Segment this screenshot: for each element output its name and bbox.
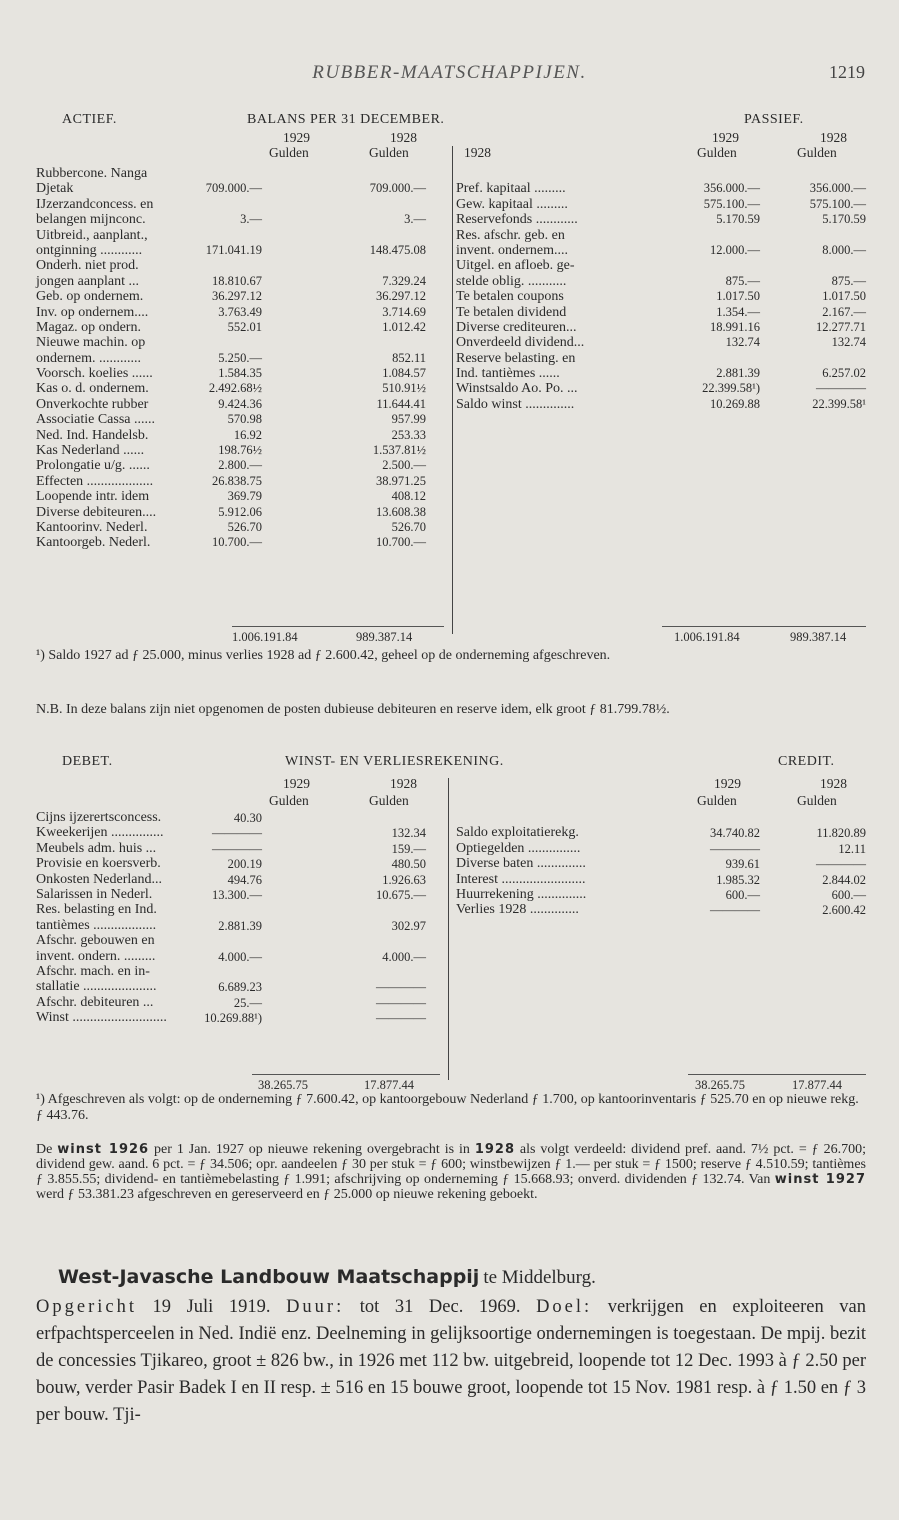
row-value: ———— [212,841,262,856]
row-value: 1.017.50 [716,289,760,304]
row-value: ———— [816,381,866,396]
row-value: 356.000.— [703,181,760,196]
row-label: Pref. kapitaal ......... [456,181,566,197]
row-value: 38.971.25 [376,473,426,488]
row-label: Afschr. mach. en in- [36,963,150,979]
row-value: 302.97 [391,918,426,933]
row-value: 5.250.— [218,350,262,365]
table-row [36,887,442,902]
row-value: 148.475.08 [369,242,426,257]
credit-total-rule [688,1074,866,1075]
row-value: 526.70 [227,519,262,534]
row-label: Gew. kapitaal ......... [456,196,568,212]
balans-year-col4: 1928 [820,130,847,145]
balans-year-col3: 1929 [712,130,739,145]
table-row [36,918,442,933]
row-label: Uitgel. en afloeb. ge- [456,258,575,274]
table-row [36,166,442,181]
table-row [36,397,442,412]
row-value: 3.— [404,212,426,227]
table-row [36,979,442,994]
company-description: Opgericht 19 Juli 1919. Duur: tot 31 Dec. 1969. Doel: verkrijgen en exploiteeren van erfpachtsperceelen in Ned. Indië enz. Deelneming in gelijksoortige ondernemingen is toegestaan. De mpij. bezit de concessies Tjikareo, groot ± 826 bw., in 1926 met 112 bw. uitgebreid, loopende tot 12 Dec. 1993 à ƒ 2.50 per bouw, verder Pasir Badek I en II resp. ± 516 en 15 bouwe groot, loopende tot 15 Nov. 1981 resp. à ƒ 1.50 en ƒ 3 per bouw. Tji- [36,1297,867,1425]
row-value: 1.584.35 [218,366,262,381]
winst-divider [448,778,449,1080]
winst-unit-col1: Gulden [269,793,309,808]
table-row [36,902,442,917]
row-value: ———— [212,826,262,841]
table-row [36,825,442,840]
row-value: 10.269.88 [710,396,760,411]
row-value: ———— [710,841,760,856]
company-heading [58,1266,596,1289]
row-value: 5.170.59 [822,212,866,227]
row-value: 2.881.39 [218,918,262,933]
row-label: IJzerzandconcess. en [36,196,154,212]
row-value: 26.838.75 [212,473,262,488]
table-row [456,366,866,381]
row-value: 494.76 [227,872,262,887]
row-value: 1.017.50 [822,289,866,304]
winst-1927-label: winst 1927 [774,1172,866,1187]
row-label: Huurrekening .............. [456,886,587,902]
table-row [456,841,866,856]
actief-list [36,166,442,551]
row-value: 5.170.59 [716,212,760,227]
table-row [456,872,866,887]
row-label: Djetak [36,181,74,197]
balans-year-col2: 1928 [390,130,417,145]
winst-year-col2: 1928 [390,776,417,791]
table-row [36,489,442,504]
row-label: stallatie ..................... [36,979,157,995]
passief-list [456,166,866,412]
row-value: 369.79 [227,489,262,504]
row-label: Ind. tantièmes ...... [456,366,560,382]
row-label: jongen aanplant ... [36,273,140,289]
row-value: 22.399.58¹) [702,381,760,396]
actief-heading: ACTIEF. [62,112,117,127]
row-value: 10.675.— [376,887,426,902]
credit-total-1928: 17.877.44 [792,1078,842,1092]
table-row [36,289,442,304]
table-row [36,212,442,227]
table-row [456,305,866,320]
row-value: 570.98 [227,412,262,427]
row-value: 5.912.06 [218,504,262,519]
table-row [456,258,866,273]
row-label: Reservefonds ............ [456,212,578,228]
row-value: 709.000.— [205,181,262,196]
table-row [36,810,442,825]
balans-year-credit-sub: 1928 [464,145,491,160]
row-label: Effecten ................... [36,473,154,489]
row-label: Ned. Ind. Handelsb. [36,427,149,443]
row-label: Res. afschr. geb. en [456,227,565,243]
row-value: 198.76½ [218,443,262,458]
row-value: 2.500.— [382,458,426,473]
winstverdeling-paragraph: De winst 1926 per 1 Jan. 1927 op nieuwe rekening overgebracht is in 1928 als volgt verdeeld: dividend pref. aand. 7½ pct. = ƒ 26.700; dividend gew. aand. 6 pct. = ƒ 34.506; opr. aandeelen ƒ 30 per stuk = ƒ 600; winstbewijzen ƒ 1.— per stuk = ƒ 1500; reserve ƒ 4.510.59; tantièmes ƒ 3.855.55; dividend- en tantièmebelasting ƒ 1.991; afschrijving op onderneming ƒ 15.668.93; onverd. dividenden ƒ 132.74. Van winst 1927 werd ƒ 53.381.23 afgeschreven en gereserveerd en ƒ 25.000 op nieuwe rekening geboekt. [36,1142,866,1202]
row-label: Diverse debiteuren.... [36,504,157,520]
row-value: 2.800.— [218,458,262,473]
row-value: 510.91½ [382,381,426,396]
table-row [456,228,866,243]
table-row [36,351,442,366]
actief-total-1928: 989.387.14 [356,630,413,644]
table-row [36,335,442,350]
row-label: Geb. op ondernem. [36,289,144,305]
row-label: stelde oblig. ........... [456,273,567,289]
row-label: Kas Nederland ...... [36,443,145,459]
row-value: 3.— [240,212,262,227]
row-value: 36.297.12 [376,289,426,304]
row-value: 4.000.— [382,949,426,964]
row-label: Reserve belasting. en [456,350,576,366]
row-label: Onverdeeld dividend... [456,335,585,351]
row-label: Loopende intr. idem [36,489,150,505]
row-value: ———— [710,903,760,918]
row-label: Saldo winst .............. [456,396,575,412]
table-row [36,258,442,273]
row-value: 132.74 [831,335,866,350]
row-value: 11.820.89 [816,826,866,841]
row-value: 408.12 [391,489,426,504]
row-value: 34.740.82 [710,826,760,841]
table-row [456,810,866,825]
passief-total-1928: 989.387.14 [790,630,847,644]
row-label: Kantoorinv. Nederl. [36,519,148,535]
row-label: Cijns ijzerertsconcess. [36,810,162,825]
row-value: 12.277.71 [816,319,866,334]
table-row [36,428,442,443]
winst-heading: WINST- EN VERLIESREKENING. [285,754,504,769]
balans-unit-col4: Gulden [797,145,837,160]
row-value: 171.041.19 [205,242,262,257]
table-row [36,381,442,396]
row-label: invent. ondernem.... [456,242,568,258]
debet-total-rule [252,1074,440,1075]
row-value: 852.11 [392,350,426,365]
row-value: 12.11 [838,841,866,856]
actief-total-1929: 1.006.191.84 [232,630,298,644]
table-row [456,351,866,366]
row-value: 875.— [725,273,760,288]
table-row [36,949,442,964]
row-label: Associatie Cassa ...... [36,412,155,428]
row-value: 36.297.12 [212,289,262,304]
row-label: Provisie en koersverb. [36,856,161,872]
row-label: Te betalen coupons [456,289,564,305]
row-value: 939.61 [725,857,760,872]
row-value: 1.985.32 [716,872,760,887]
table-row [36,856,442,871]
row-label: Afschr. gebouwen en [36,933,155,949]
debet-list [36,810,442,1025]
row-label: Interest ........................ [456,871,586,887]
row-value: 575.100.— [809,196,866,211]
table-row [36,320,442,335]
row-value: 480.50 [391,857,426,872]
row-value: 159.— [391,841,426,856]
row-value: 22.399.58¹ [812,396,866,411]
row-value: 25.— [233,995,262,1010]
row-value: 957.99 [391,412,426,427]
year-1928-label: 1928 [474,1142,515,1157]
balans-nb-note: N.B. In deze balans zijn niet opgenomen de posten dubieuse debiteuren en reserve idem, elk groot ƒ 81.799.78½. [36,702,670,717]
table-row [36,366,442,381]
row-value: 200.19 [227,857,262,872]
table-row [456,243,866,258]
row-value: 132.34 [391,826,426,841]
table-row [456,381,866,396]
row-value: 575.100.— [703,196,760,211]
company-name: West-Javasche Landbouw Maatschappij [58,1266,480,1288]
table-row [456,289,866,304]
row-label: Onderh. niet prod. [36,258,139,274]
page-number: 1219 [829,62,865,82]
table-row [456,856,866,871]
table-row [36,520,442,535]
table-row [36,181,442,196]
row-value: 6.689.23 [218,980,262,995]
company-location: te Middelburg. [483,1267,596,1288]
row-label: Winstsaldo Ao. Po. ... [456,381,578,397]
row-label: Kas o. d. ondernem. [36,381,149,397]
debet-total-1928: 17.877.44 [364,1078,414,1092]
row-value: 6.257.02 [822,366,866,381]
row-label: Kantoorgeb. Nederl. [36,535,151,551]
row-value: 2.167.— [822,304,866,319]
row-label: Saldo exploitatierekg. [456,825,579,841]
table-row [36,228,442,243]
row-value: 10.700.— [212,535,262,550]
row-value: 16.92 [233,427,262,442]
row-value: 3.763.49 [218,304,262,319]
row-label: Verlies 1928 .............. [456,902,579,918]
row-value: 3.714.69 [382,304,426,319]
row-label: ondernem. ............ [36,350,141,366]
row-value: 2.881.39 [716,366,760,381]
balans-unit-col1: Gulden [269,145,309,160]
row-label: Winst ........................... [36,1010,167,1026]
winst-unit-col2: Gulden [369,793,409,808]
row-label: Magaz. op ondern. [36,319,141,335]
row-value: 2.600.42 [822,903,866,918]
table-row [36,995,442,1010]
row-value: 2.492.68½ [208,381,262,396]
passief-total-1929: 1.006.191.84 [674,630,740,644]
winst-year-col4: 1928 [820,776,847,791]
running-header: RUBBER-MAATSCHAPPIJEN. [312,62,587,83]
row-value: 600.— [831,887,866,902]
row-value: ———— [376,995,426,1010]
row-value: ———— [376,980,426,995]
winst-year-col3: 1929 [714,776,741,791]
row-label: tantièmes .................. [36,917,157,933]
balans-unit-col3: Gulden [697,145,737,160]
table-row [36,505,442,520]
row-label: Afschr. debiteuren ... [36,994,154,1010]
credit-heading: CREDIT. [778,754,835,769]
table-row [36,412,442,427]
table-row [456,320,866,335]
actief-total-rule [232,626,444,627]
credit-total-1929: 38.265.75 [695,1078,745,1092]
row-value: 1.537.81½ [372,443,426,458]
row-value: 875.— [831,273,866,288]
row-value: 2.844.02 [822,872,866,887]
table-row [36,1010,442,1025]
row-value: 552.01 [227,319,262,334]
table-row [456,397,866,412]
table-row [36,872,442,887]
row-value: 1.926.63 [382,872,426,887]
table-row [456,887,866,902]
row-value: 13.300.— [212,887,262,902]
row-label: Nieuwe machin. op [36,335,146,351]
row-value: 600.— [725,887,760,902]
table-row [456,212,866,227]
row-value: 356.000.— [809,181,866,196]
row-value: 11.644.41 [376,396,426,411]
row-value: 709.000.— [369,181,426,196]
row-label: Uitbreid., aanplant., [36,227,148,243]
row-value: 4.000.— [218,949,262,964]
table-row [456,197,866,212]
table-row [36,964,442,979]
credit-list [456,810,866,918]
table-row [36,197,442,212]
debet-heading: DEBET. [62,754,113,769]
table-row [36,274,442,289]
row-label: Inv. op ondernem.... [36,304,149,320]
row-label: Voorsch. koelies ...... [36,366,153,382]
winst-unit-col3: Gulden [697,793,737,808]
row-value: 9.424.36 [218,396,262,411]
table-row [36,243,442,258]
row-value: 7.329.24 [382,273,426,288]
row-label: invent. ondern. ......... [36,948,156,964]
row-label: ontginning ............ [36,242,143,258]
table-row [36,841,442,856]
winst-footnote: ¹) Afgeschreven als volgt: op de onderneming ƒ 7.600.42, op kantoorgebouw Nederland ƒ 1.700, op kantoorinventaris ƒ 525.70 en op nieuwe rekg. ƒ 443.76. [36,1092,859,1123]
balans-unit-col2: Gulden [369,145,409,160]
row-label: belangen mijnconc. [36,212,146,228]
row-value: 1.084.57 [382,366,426,381]
row-label: Onkosten Nederland... [36,871,162,887]
winst-year-col1: 1929 [283,776,310,791]
row-label: Meubels adm. huis ... [36,840,157,856]
winst-1926-label: winst 1926 [57,1142,150,1157]
winst-unit-col4: Gulden [797,793,837,808]
table-row [456,335,866,350]
row-label: Rubbercone. Nanga [36,166,148,181]
row-label: Optiegelden ............... [456,840,581,856]
row-label: Prolongatie u/g. ...... [36,458,150,474]
row-value: 1.012.42 [382,319,426,334]
row-value: 8.000.— [822,242,866,257]
row-value: 12.000.— [710,242,760,257]
table-row [456,181,866,196]
row-label: Kweekerijen ............... [36,825,164,841]
row-value: 132.74 [725,335,760,350]
debet-total-1929: 38.265.75 [258,1078,308,1092]
row-label: Salarissen in Nederl. [36,886,153,902]
row-value: 18.991.16 [710,319,760,334]
row-value: 10.700.— [376,535,426,550]
row-value: 40.30 [233,811,262,825]
row-value: 13.608.38 [376,504,426,519]
row-value: ———— [376,1011,426,1026]
row-label: Diverse crediteuren... [456,319,577,335]
balans-heading: BALANS PER 31 DECEMBER. [247,112,445,127]
row-label: Onverkochte rubber [36,396,149,412]
table-row [36,305,442,320]
row-value: 1.354.— [716,304,760,319]
balans-divider [452,146,453,634]
row-value: 526.70 [391,519,426,534]
row-value: ———— [816,857,866,872]
table-row [36,474,442,489]
table-row [456,825,866,840]
table-row [456,902,866,917]
balans-footnote: ¹) Saldo 1927 ad ƒ 25.000, minus verlies 1928 ad ƒ 2.600.42, geheel op de onderneming afgeschreven. [36,648,611,663]
row-value: 18.810.67 [212,273,262,288]
row-label: Diverse baten .............. [456,856,586,872]
table-row [456,274,866,289]
row-value: 10.269.88¹) [204,1011,262,1026]
balans-year-col1: 1929 [283,130,310,145]
table-row [36,443,442,458]
row-label: Te betalen dividend [456,304,567,320]
row-label: Res. belasting en Ind. [36,902,157,918]
table-row [456,166,866,181]
table-row [36,933,442,948]
passief-heading: PASSIEF. [744,112,804,127]
table-row [36,535,442,550]
table-row [36,458,442,473]
passief-total-rule [662,626,866,627]
row-value: 253.33 [391,427,426,442]
